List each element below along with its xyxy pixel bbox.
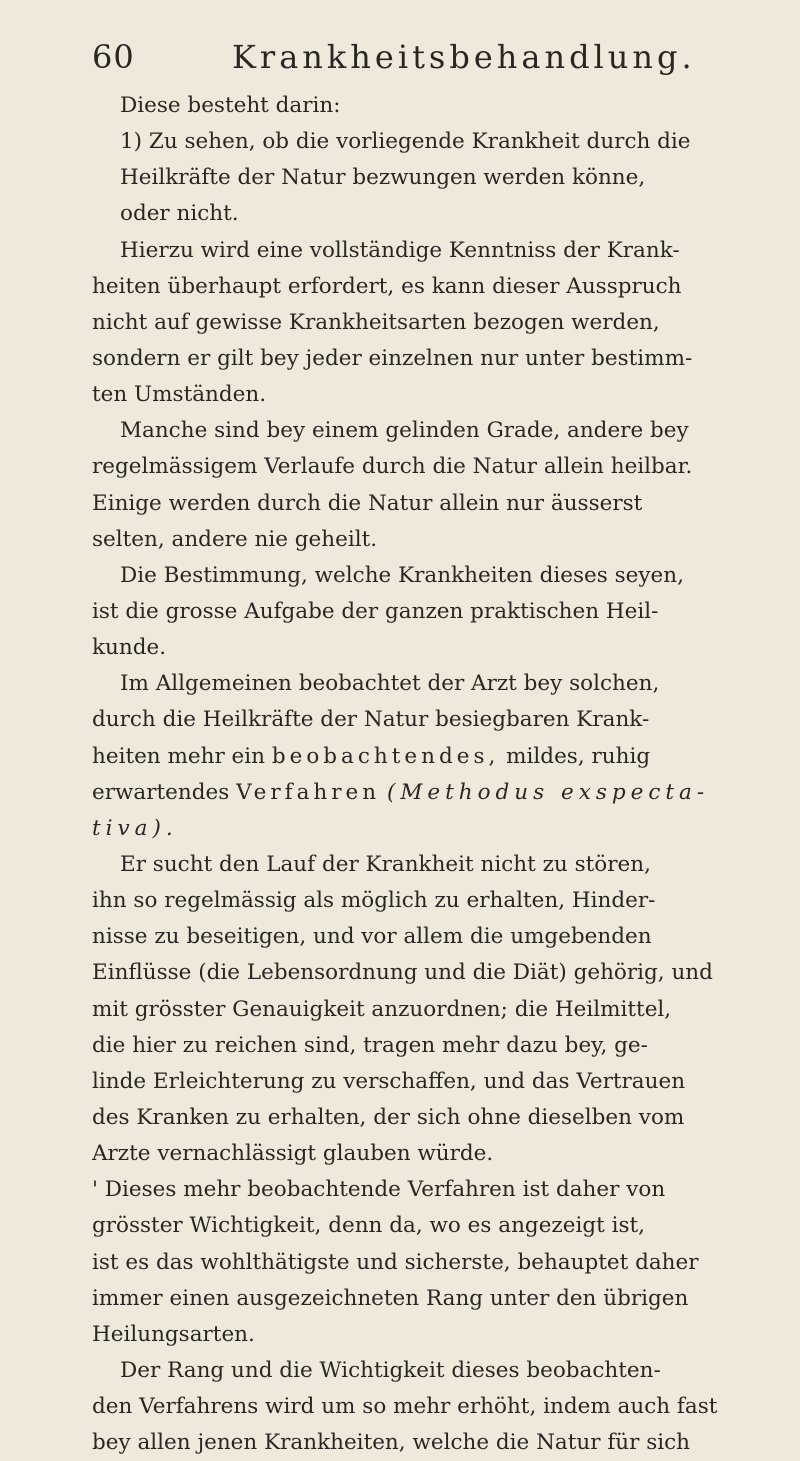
text-line: Die Bestimmung, welche Krankheiten dieses seyen,: [120, 562, 684, 588]
text-line: durch die Heilkräfte der Natur besiegbaren Krank-: [92, 707, 650, 733]
text-line: Heilungsarten.: [92, 1321, 255, 1347]
text-line: Arzte vernachlässigt glauben würde.: [92, 1141, 494, 1167]
text-line: linde Erleichterung zu verschaffen, und das Vertrauen: [92, 1068, 686, 1094]
text-line: den Verfahrens wird um so mehr erhöht, indem auch fast: [92, 1394, 718, 1420]
text-line: Im Allgemeinen beobachtet der Arzt bey solchen,: [120, 671, 660, 697]
running-title: Krankheitsbehandlung.: [232, 38, 696, 76]
text-line: sondern er gilt bey jeder einzelnen nur unter bestimm-: [92, 345, 693, 371]
text-line: Der Rang und die Wichtigkeit dieses beobachten-: [120, 1357, 661, 1383]
text-line: grösster Wichtigkeit, denn da, wo es angezeigt ist,: [92, 1213, 645, 1239]
text-line: kunde.: [92, 635, 167, 661]
text-line: des Kranken zu erhalten, der sich ohne dieselben vom: [92, 1104, 685, 1130]
text-line: Einige werden durch die Natur allein nur äusserst: [92, 490, 643, 516]
text-line: immer einen ausgezeichneten Rang unter den übrigen: [92, 1285, 689, 1311]
spaced-term: beobachtendes,: [271, 743, 500, 769]
text-line: nisse zu beseitigen, und vor allem die umgebenden: [92, 924, 652, 950]
text-line: ten Umständen.: [92, 382, 267, 408]
text-line: selten, andere nie geheilt.: [92, 526, 378, 552]
text-line: heiten überhaupt erfordert, es kann dieser Ausspruch: [92, 273, 682, 299]
spaced-term: Verfahren: [236, 779, 381, 805]
text-line: Manche sind bey einem gelinden Grade, andere bey: [120, 418, 689, 444]
body-text: [92, 88, 718, 1461]
page-number: 60: [92, 38, 135, 76]
running-head: [92, 38, 732, 78]
text-segment: mildes, ruhig: [506, 743, 651, 769]
text-line: ist es das wohlthätigste und sicherste, behauptet daher: [92, 1249, 699, 1275]
text-line: regelmässigem Verlaufe durch die Natur allein heilbar.: [92, 454, 693, 480]
text-line: die hier zu reichen sind, tragen mehr dazu bey, ge-: [92, 1032, 648, 1058]
marginal-mark: ': [92, 1177, 98, 1203]
text-line: [92, 811, 718, 847]
text-line: nicht auf gewisse Krankheitsarten bezogen werden,: [92, 309, 660, 335]
latin-term: tiva).: [92, 815, 178, 841]
text-line: mit grösster Genauigkeit anzuordnen; die Heilmittel,: [92, 996, 672, 1022]
text-line: bey allen jenen Krankheiten, welche die Natur für sich: [92, 1430, 691, 1456]
text-line: Er sucht den Lauf der Krankheit nicht zu stören,: [120, 851, 651, 877]
text-line: [92, 1172, 718, 1208]
text-line: ihn so regelmässig als möglich zu erhalten, Hinder-: [92, 888, 656, 914]
text-line: Heilkräfte der Natur bezwungen werden könne,: [120, 165, 646, 191]
text-line: [92, 739, 718, 775]
text-segment: heiten mehr ein: [92, 743, 266, 769]
text-line: ist die grosse Aufgabe der ganzen praktischen Heil-: [92, 598, 659, 624]
text-line: oder nicht.: [120, 201, 239, 227]
text-line: Einflüsse (die Lebensordnung und die Diät) gehörig, und: [92, 960, 713, 986]
text-line: 1) Zu sehen, ob die vorliegende Krankheit durch die: [120, 129, 691, 155]
text-line: [92, 775, 718, 811]
latin-term: (Methodus exspecta-: [386, 779, 710, 805]
text-line: Diese besteht darin:: [120, 93, 341, 118]
text-segment: Dieses mehr beobachtende Verfahren ist daher von: [104, 1177, 666, 1203]
text-line: Hierzu wird eine vollständige Kenntniss der Krank-: [120, 237, 680, 263]
text-segment: erwartendes: [92, 779, 230, 805]
